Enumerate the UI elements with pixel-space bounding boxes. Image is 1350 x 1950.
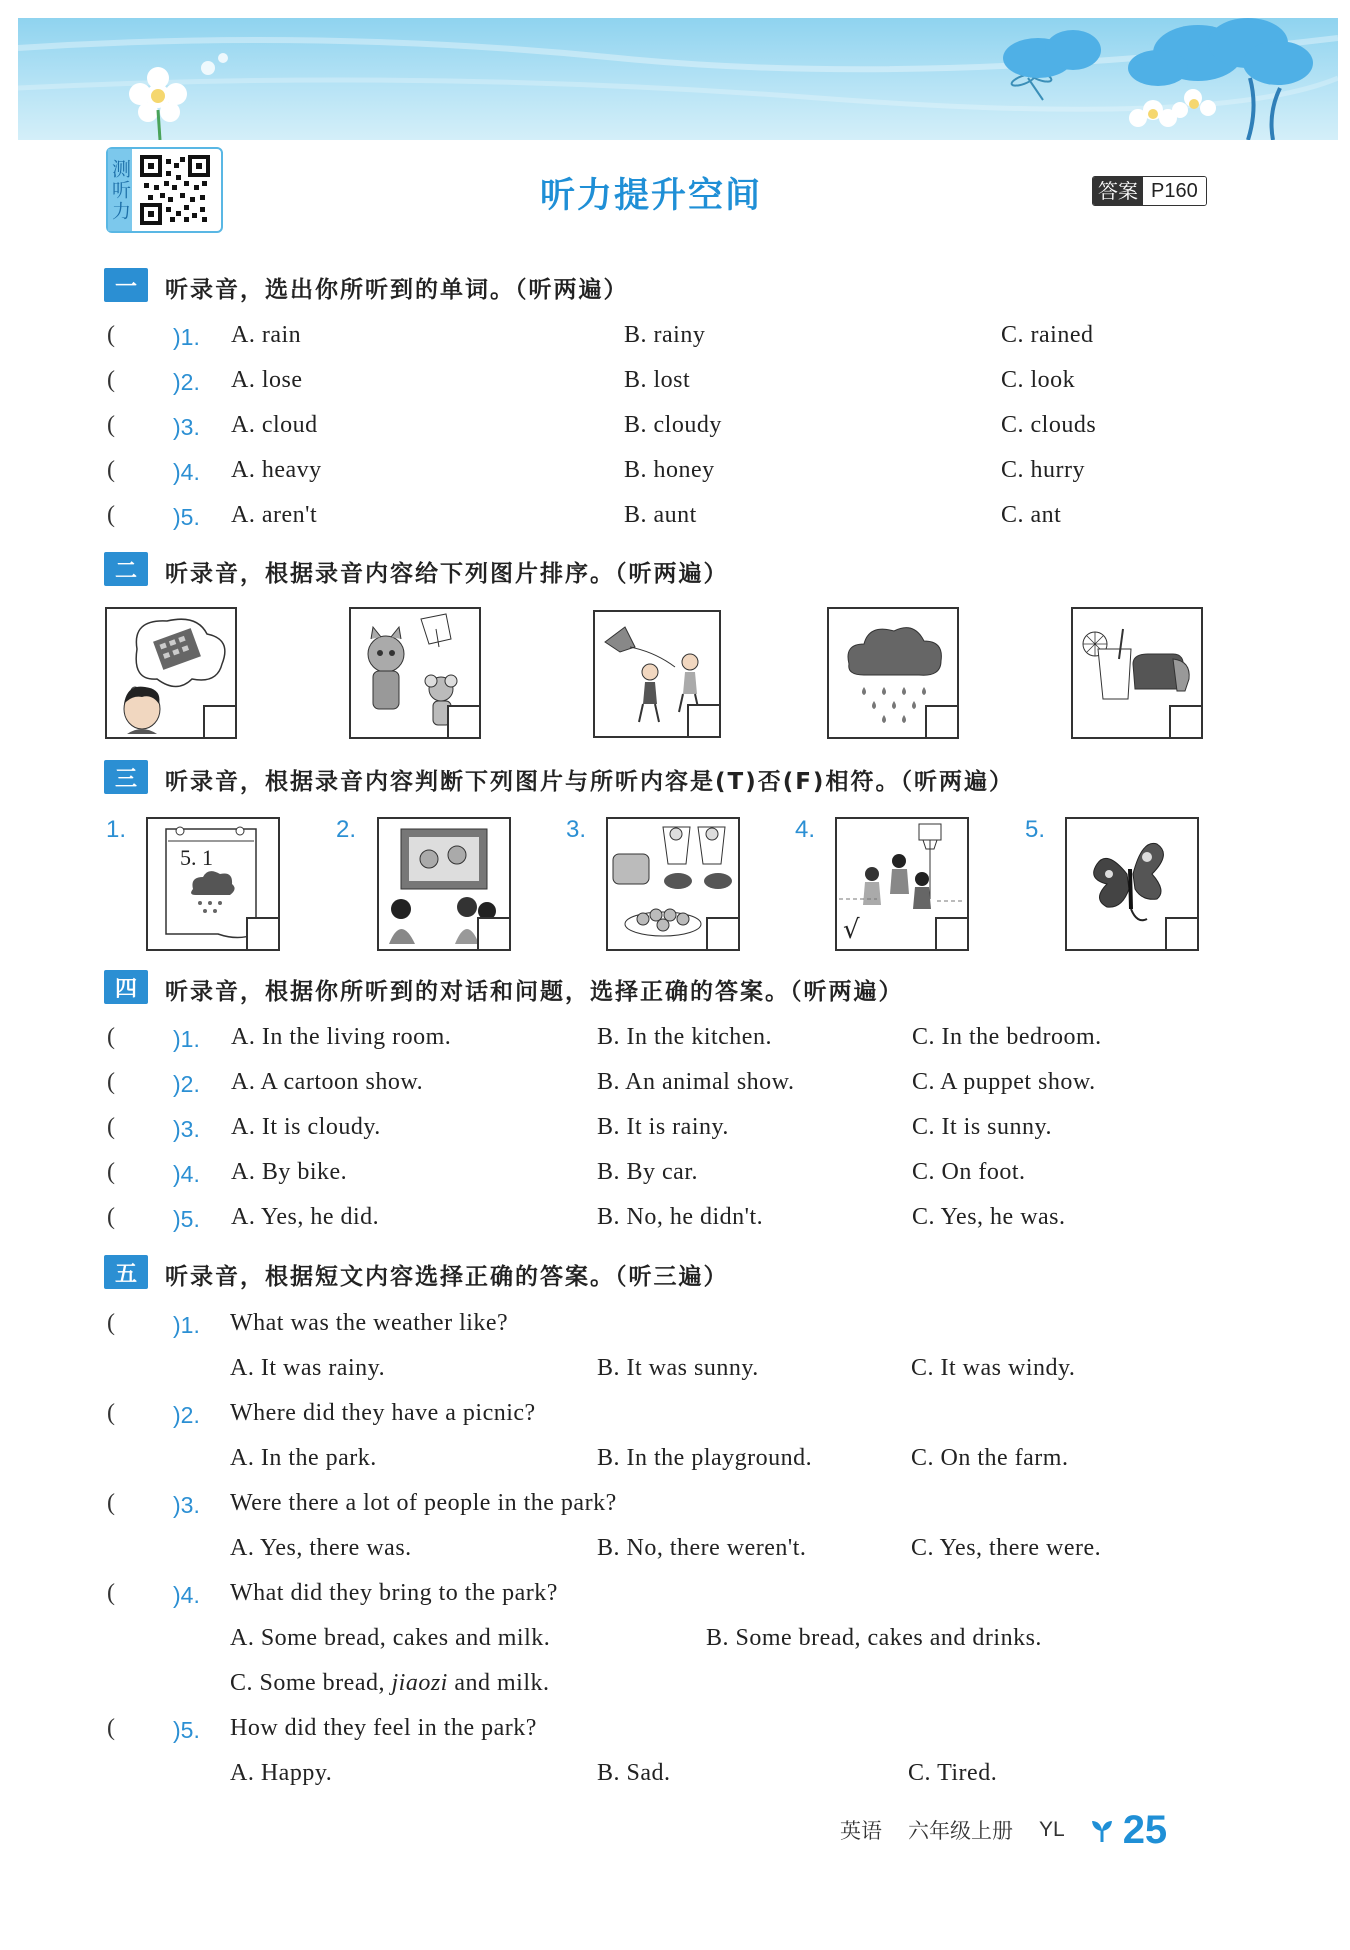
answer-page: P160 xyxy=(1143,177,1206,205)
picture-flying-kite xyxy=(593,610,721,738)
answer-box[interactable] xyxy=(477,917,511,951)
option-a: A. It is cloudy. xyxy=(231,1114,381,1140)
answer-blank[interactable]: ( xyxy=(107,1204,115,1230)
option-c-post: and milk. xyxy=(447,1670,550,1696)
page-title: 听力提升空间 xyxy=(540,176,763,216)
option-a: A. A cartoon show. xyxy=(231,1069,424,1095)
footer-grade: 六年级上册 xyxy=(908,1819,1013,1843)
question-text: Where did they have a picnic? xyxy=(230,1400,536,1426)
answer-box[interactable] xyxy=(203,705,237,739)
picture-number: 2. xyxy=(336,816,357,843)
option-c-italic: jiaozi xyxy=(391,1670,448,1696)
option-a: A. rain xyxy=(231,322,302,348)
option-a: A. heavy xyxy=(231,457,322,483)
answer-blank[interactable]: ( xyxy=(107,1400,115,1426)
sprout-icon xyxy=(1091,1818,1113,1842)
option-a: A. In the park. xyxy=(230,1445,377,1471)
option-c: C. It was windy. xyxy=(911,1355,1076,1381)
option-c xyxy=(230,1670,549,1697)
section-badge-3: 三 xyxy=(104,760,148,794)
picture-rain-cloud xyxy=(827,607,959,739)
section-badge-5: 五 xyxy=(104,1255,148,1289)
question-text: What was the weather like? xyxy=(230,1310,509,1336)
answer-box[interactable] xyxy=(935,917,969,951)
answer-blank[interactable]: ( xyxy=(107,1715,115,1741)
question-number: )4. xyxy=(173,1161,200,1187)
option-b: B. An animal show. xyxy=(597,1069,795,1095)
cloud-icon xyxy=(1003,18,1313,86)
section-title-2: 听录音，根据录音内容给下列图片排序。（听两遍） xyxy=(165,561,729,587)
option-b: B. It is rainy. xyxy=(597,1114,729,1140)
question-number: )1. xyxy=(173,1312,200,1338)
header-decoration xyxy=(18,18,1338,140)
option-c: C. Tired. xyxy=(908,1760,998,1786)
section-title-1: 听录音，选出你所听到的单词。（听两遍） xyxy=(165,277,629,303)
option-a: A. In the living room. xyxy=(231,1024,452,1050)
answer-box[interactable] xyxy=(687,704,721,738)
picture-number: 3. xyxy=(566,816,587,843)
option-c: C. hurry xyxy=(1001,457,1085,483)
section-title-4: 听录音，根据你所听到的对话和问题，选择正确的答案。（听两遍） xyxy=(165,979,904,1005)
section-title-3: 听录音，根据录音内容判断下列图片与所听内容是(T)否(F)相符。（听两遍） xyxy=(165,769,1014,795)
answer-blank[interactable]: ( xyxy=(107,457,115,483)
answer-blank[interactable]: ( xyxy=(107,1159,115,1185)
answer-blank[interactable]: ( xyxy=(107,502,115,528)
answer-box[interactable] xyxy=(1165,917,1199,951)
option-b: B. It was sunny. xyxy=(597,1355,759,1381)
option-a: A. cloud xyxy=(231,412,318,438)
answer-label: 答案 xyxy=(1093,177,1143,205)
option-b: B. cloudy xyxy=(624,412,722,438)
option-a: A. By bike. xyxy=(231,1159,348,1185)
option-b: B. lost xyxy=(624,367,691,393)
question-text: What did they bring to the park? xyxy=(230,1580,558,1606)
question-number: )2. xyxy=(173,1402,200,1428)
option-c: C. It is sunny. xyxy=(912,1114,1052,1140)
option-c-pre: C. Some bread, xyxy=(230,1670,392,1696)
header-banner xyxy=(18,18,1338,140)
question-number: )4. xyxy=(173,1582,200,1608)
section-badge-4: 四 xyxy=(104,970,148,1004)
option-b: B. In the kitchen. xyxy=(597,1024,772,1050)
answer-blank[interactable]: ( xyxy=(107,367,115,393)
option-b: B. No, he didn't. xyxy=(597,1204,764,1230)
option-c: C. Yes, he was. xyxy=(912,1204,1066,1230)
option-b: B. By car. xyxy=(597,1159,698,1185)
calendar-date: 5. 1 xyxy=(180,845,213,870)
question-number: )1. xyxy=(173,1026,200,1052)
answer-blank[interactable]: ( xyxy=(107,1069,115,1095)
section-badge-2: 二 xyxy=(104,552,148,586)
question-number: )5. xyxy=(173,504,200,530)
picture-number: 1. xyxy=(106,816,127,843)
answer-blank[interactable]: ( xyxy=(107,322,115,348)
option-b: B. In the playground. xyxy=(597,1445,813,1471)
question-number: )5. xyxy=(173,1717,200,1743)
question-number: )1. xyxy=(173,324,200,350)
picture-food-drinks xyxy=(606,817,740,951)
section-title-5: 听录音，根据短文内容选择正确的答案。（听三遍） xyxy=(165,1264,729,1290)
picture-number: 5. xyxy=(1025,816,1046,843)
answer-blank[interactable]: ( xyxy=(107,1024,115,1050)
option-b: B. rainy xyxy=(624,322,706,348)
question-number: )5. xyxy=(173,1206,200,1232)
picture-butterfly xyxy=(1065,817,1199,951)
option-c: C. rained xyxy=(1001,322,1094,348)
picture-puppet-show xyxy=(377,817,511,951)
answer-box[interactable] xyxy=(246,917,280,951)
question-number: )2. xyxy=(173,369,200,395)
option-b: B. honey xyxy=(624,457,715,483)
page-number: 25 xyxy=(1122,1807,1168,1852)
qr-label: 测听力 xyxy=(108,149,132,231)
picture-boy-thinking xyxy=(105,607,237,739)
question-text: How did they feel in the park? xyxy=(230,1715,537,1741)
answer-blank[interactable]: ( xyxy=(107,1580,115,1606)
answer-box[interactable] xyxy=(1169,705,1203,739)
picture-drinks-bread xyxy=(1071,607,1203,739)
question-number: )4. xyxy=(173,459,200,485)
option-b: B. aunt xyxy=(624,502,697,528)
answer-box[interactable] xyxy=(447,705,481,739)
option-a: A. Happy. xyxy=(230,1760,333,1786)
option-c: C. On foot. xyxy=(912,1159,1026,1185)
option-b: B. Sad. xyxy=(597,1760,671,1786)
question-number: )3. xyxy=(173,414,200,440)
option-a: A. lose xyxy=(231,367,303,393)
option-b: B. Some bread, cakes and drinks. xyxy=(706,1625,1042,1651)
option-c: C. Yes, there were. xyxy=(911,1535,1102,1561)
option-c: C. In the bedroom. xyxy=(912,1024,1102,1050)
footer-subject: 英语 xyxy=(840,1819,882,1843)
picture-number: 4. xyxy=(795,816,816,843)
question-number: )3. xyxy=(173,1492,200,1518)
answer-reference[interactable] xyxy=(1092,176,1207,206)
option-b: B. No, there weren't. xyxy=(597,1535,807,1561)
flower-icon xyxy=(129,67,187,140)
picture-calendar-rain xyxy=(146,817,280,951)
qr-code-block[interactable] xyxy=(106,147,223,233)
question-number: )2. xyxy=(173,1071,200,1097)
question-number: )3. xyxy=(173,1116,200,1142)
option-c: C. ant xyxy=(1001,502,1062,528)
question-text: Were there a lot of people in the park? xyxy=(230,1490,617,1516)
section-badge-1: 一 xyxy=(104,268,148,302)
answer-blank[interactable]: ( xyxy=(107,1114,115,1140)
answer-blank[interactable]: ( xyxy=(107,412,115,438)
option-a: A. Yes, he did. xyxy=(231,1204,380,1230)
option-c: C. A puppet show. xyxy=(912,1069,1096,1095)
answer-blank[interactable]: ( xyxy=(107,1490,115,1516)
option-c: C. clouds xyxy=(1001,412,1097,438)
option-c: C. look xyxy=(1001,367,1076,393)
answer-box[interactable] xyxy=(706,917,740,951)
footer-edition: YL xyxy=(1039,1818,1065,1841)
option-a: A. It was rainy. xyxy=(230,1355,386,1381)
picture-cat-mouse-kite xyxy=(349,607,481,739)
option-a: A. aren't xyxy=(231,502,318,528)
check-mark: √ xyxy=(843,915,860,945)
option-a: A. Yes, there was. xyxy=(230,1535,412,1561)
footer xyxy=(840,1805,1167,1855)
option-a: A. Some bread, cakes and milk. xyxy=(230,1625,551,1651)
qr-code-icon xyxy=(140,155,210,225)
option-c: C. On the farm. xyxy=(911,1445,1069,1471)
answer-blank[interactable]: ( xyxy=(107,1310,115,1336)
answer-box[interactable] xyxy=(925,705,959,739)
picture-basketball-court xyxy=(835,817,969,951)
